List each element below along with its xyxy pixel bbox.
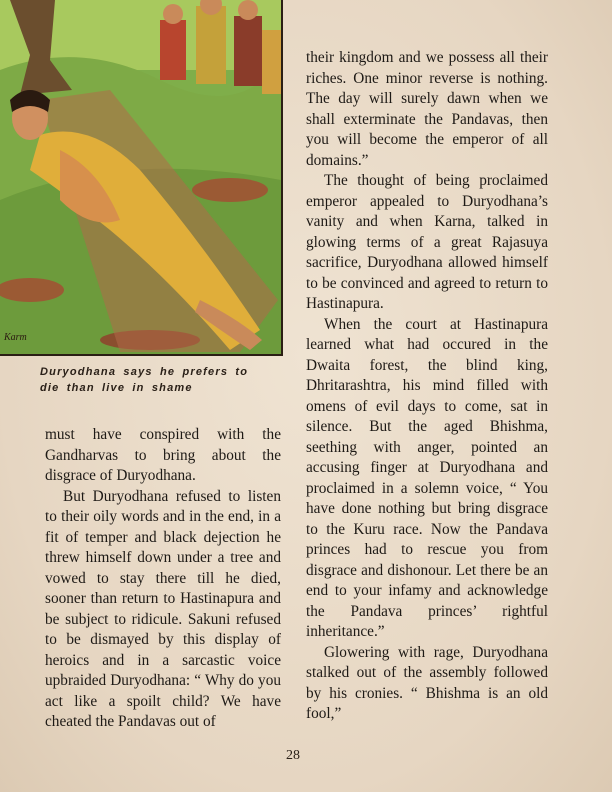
paragraph: The thought of being proclaimed emperor appealed to Duryodhana’s vanity and when Karna, talked in glowing terms of a great Rajasuya sacrifice, Duryodhana allowed himself to be convinced and agreed to return to Hastinapura. xyxy=(306,172,548,312)
paragraph: But Duryodhana refused to listen to their oily words and in the end, in a fit of temper and black dejection he threw himself down under a tree and vowed to stay there till he died, sooner than return to Hastinapura and be subject to ridicule. Sakuni refused to be dismayed by this display of heroics and in a sarcastic voice upbraided Duryodhana: “ Why do you act like a spoilt child? We have cheated the Pandavas out of xyxy=(45,487,281,730)
paragraph: Glowering with rage, Duryodhana stalked out of the assembly followed by his cronies. “ Bhishma is an old fool,” xyxy=(306,643,548,722)
paragraph: their kingdom and we possess all their riches. One minor reverse is nothing. The day will surely dawn when we shall exterminate the Pandavas, then you will become the emperor of all domains.” xyxy=(306,49,548,169)
illustration-caption: Duryodhana says he prefers to die than live in shame xyxy=(40,366,249,394)
paragraph: must have conspired with the Gandharvas to bring about the disgrace of Duryodhana. xyxy=(45,426,281,484)
paragraph: When the court at Hastinapura learned what had occured in the Dwaita forest, the blind king, Dhritarashtra, his mind filled with omens of evil days to come, sat in silence. But the aged Bhishma, seething with anger, pointed an accusing finger at Duryodhana and proclaimed in a solemn voice, “ You have done nothing but bring disgrace to the Kuru race. Now the Pandava princes had to rescue you from disgrace and dishonour. Let there be an end to your infamy and acknowledge the Pandava princes’ rightful inheritance.” xyxy=(306,315,548,640)
illustration-art xyxy=(0,0,281,354)
illustration xyxy=(0,0,283,356)
artist-signature: Karm xyxy=(4,332,27,343)
text-column-right xyxy=(306,48,548,725)
page-number: 28 xyxy=(286,748,300,763)
text-column-left xyxy=(45,425,281,733)
